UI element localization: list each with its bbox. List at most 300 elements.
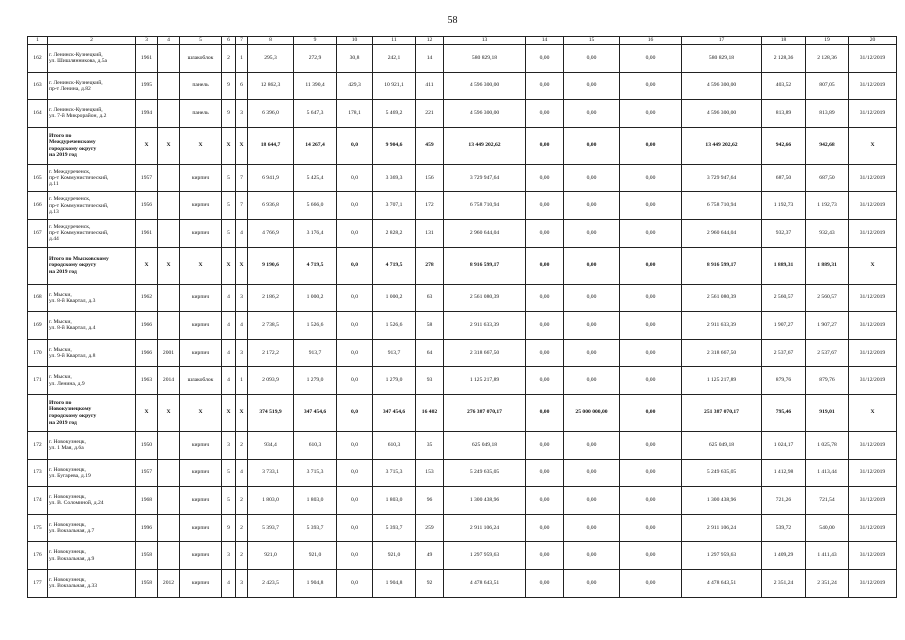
table-cell: 13 449 202,62 [682,127,762,164]
table-cell: 131 [416,219,444,247]
table-cell [28,394,48,431]
table-cell: 942,68 [806,127,849,164]
column-number: 14 [526,37,564,45]
table-cell: кирпич [180,487,222,515]
table-cell: X [222,127,236,164]
table-cell: 1 300 438,96 [682,487,762,515]
column-number: 7 [236,37,248,45]
table-cell: 0,00 [526,127,564,164]
table-cell: 3 729 947,64 [682,164,762,192]
table-cell: панель [180,100,222,128]
table-cell: 625 049,18 [682,431,762,459]
table-cell: 6 936,8 [248,192,294,220]
address-cell: Итого по Междуреченскому городскому округу на 2019 год [48,127,136,164]
address-cell: г. Междуреченск, пр-т Коммунистический, д.44 [48,219,136,247]
table-cell: 0,00 [620,394,682,431]
column-number: 1 [28,37,48,45]
table-cell: 176 [28,542,48,570]
table-cell: 1994 [136,100,158,128]
table-cell: 1 412,98 [762,459,806,487]
table-cell: 9 [222,100,236,128]
table-cell: 0,00 [620,127,682,164]
table-row [28,164,897,192]
table-cell: X [236,127,248,164]
table-cell: 4 [236,459,248,487]
table-cell: 0,00 [564,164,620,192]
table-cell: 0,00 [564,542,620,570]
table-cell: 0,00 [526,164,564,192]
column-number: 20 [849,37,897,45]
table-row [28,487,897,515]
table-cell: 276 387 070,17 [444,394,526,431]
table-cell: 18 644,7 [248,127,294,164]
table-cell: 14 267,4 [294,127,337,164]
table-cell: 932,37 [762,219,806,247]
table-cell: 913,7 [294,339,337,367]
table-cell: 2 [236,542,248,570]
table-cell: 167 [28,219,48,247]
table-cell: 5 666,0 [294,192,337,220]
table-cell: 0,00 [526,219,564,247]
table-cell: 4 [222,569,236,597]
table-cell [158,192,180,220]
table-cell: 1 192,73 [762,192,806,220]
table-cell: кирпич [180,431,222,459]
table-cell: кирпич [180,284,222,312]
table-cell: 31/12/2019 [849,45,897,73]
table-cell: 163 [28,72,48,100]
table-cell: X [136,247,158,284]
table-cell: 31/12/2019 [849,569,897,597]
table-cell: кирпич [180,219,222,247]
table-cell: 813,89 [806,100,849,128]
table-cell: 162 [28,45,48,73]
column-number-row [28,37,897,45]
table-cell: 0,00 [620,284,682,312]
table-cell: 0,00 [620,487,682,515]
table-cell: 5 393,7 [294,514,337,542]
table-cell: 0,00 [564,219,620,247]
table-cell: 278 [416,247,444,284]
table-cell: 1963 [136,367,158,395]
table-cell: 5 [222,164,236,192]
table-cell: 0,00 [526,72,564,100]
table-cell: X [180,127,222,164]
table-cell: 2 738,5 [248,312,294,340]
table-cell: 721,26 [762,487,806,515]
table-cell [158,514,180,542]
table-cell: 1 279,0 [294,367,337,395]
table-cell: 934,4 [248,431,294,459]
table-cell: 31/12/2019 [849,284,897,312]
table-cell: 3 176,4 [294,219,337,247]
table-cell: 4 596 300,00 [444,100,526,128]
table-row [28,459,897,487]
table-cell: 0,0 [337,127,373,164]
subtotal-row [28,127,897,164]
table-cell: 610,3 [373,431,416,459]
table-cell: 1961 [136,45,158,73]
table-cell: 1958 [136,542,158,570]
table-cell [158,284,180,312]
table-cell: X [849,394,897,431]
table-cell [158,312,180,340]
table-cell: 3 715,3 [373,459,416,487]
table-cell: 1968 [136,487,158,515]
table-cell: 0,00 [526,192,564,220]
table-cell: 0,00 [526,542,564,570]
table-cell: 31/12/2019 [849,431,897,459]
table-cell: 31/12/2019 [849,192,897,220]
table-cell: 0,00 [620,312,682,340]
table-cell: 174 [28,487,48,515]
table-cell: 0,0 [337,459,373,487]
table-cell: 807,05 [806,72,849,100]
table-cell: 0,00 [620,100,682,128]
table-cell: 2 960 644,04 [444,219,526,247]
table-cell: X [158,127,180,164]
column-number: 18 [762,37,806,45]
address-cell: г. Междуреченск, пр-т Коммунистический, д.11 [48,164,136,192]
table-cell: 0,00 [564,514,620,542]
table-cell: 374 519,9 [248,394,294,431]
address-cell: г. Ленинск-Кузнецкий, ул. Шишлянникова, д.5а [48,45,136,73]
table-cell: 31/12/2019 [849,367,897,395]
table-cell: 9 [222,514,236,542]
table-cell: X [180,394,222,431]
table-cell: 3 [236,284,248,312]
table-cell: 0,00 [564,487,620,515]
table-row [28,542,897,570]
table-cell: 5 [222,219,236,247]
table-cell: 0,00 [564,72,620,100]
column-number: 17 [682,37,762,45]
table-cell: шлакоблок [180,45,222,73]
table-cell: 0,0 [337,164,373,192]
table-cell: 0,00 [526,569,564,597]
table-cell: 1 409,29 [762,542,806,570]
table-cell: 4 596 300,00 [682,72,762,100]
table-cell: 0,00 [526,431,564,459]
column-number: 10 [337,37,373,45]
table-cell: 1996 [136,514,158,542]
table-cell: 0,00 [564,100,620,128]
table-cell [158,45,180,73]
table-cell: 31/12/2019 [849,312,897,340]
table-cell: 2 911 633,39 [444,312,526,340]
table-cell: 8 916 599,17 [682,247,762,284]
table-cell: 172 [416,192,444,220]
table-cell: 1 025,78 [806,431,849,459]
table-cell: 153 [416,459,444,487]
table-cell: 5 393,7 [248,514,294,542]
table-cell: 2 561 080,39 [682,284,762,312]
table-cell: 172 [28,431,48,459]
table-cell: 170 [28,339,48,367]
table-cell: 0,00 [564,192,620,220]
address-cell: Итого по Мысковскому городскому округу на 2019 год [48,247,136,284]
address-cell: г. Мыски, ул. 8-й Квартал, д.4 [48,312,136,340]
table-cell: 2 [236,487,248,515]
table-cell: 1966 [136,339,158,367]
table-cell: 1 803,0 [248,487,294,515]
table-cell: 25 000 000,00 [564,394,620,431]
table-cell: 272,9 [294,45,337,73]
table-cell: 5 249 635,05 [682,459,762,487]
table-cell: 2 186,2 [248,284,294,312]
table-cell: 5 249 635,05 [444,459,526,487]
table-cell: 0,00 [526,100,564,128]
table-cell: 1 889,31 [762,247,806,284]
table-cell: 1 297 959,63 [444,542,526,570]
table-cell: 3 [236,569,248,597]
address-cell: Итого по Новокузнецкому городскому округу на 2019 год [48,394,136,431]
table-cell [28,127,48,164]
table-cell: 942,66 [762,127,806,164]
table-cell: 12 862,3 [248,72,294,100]
table-cell: 0,00 [564,367,620,395]
table-cell: 3 733,1 [248,459,294,487]
table-cell: 63 [416,284,444,312]
table-cell: 2 [222,45,236,73]
table-cell: 31/12/2019 [849,487,897,515]
table-row [28,72,897,100]
table-cell: 403,52 [762,72,806,100]
table-row [28,569,897,597]
table-cell: 2 561 080,39 [444,284,526,312]
table-cell: 4 [222,339,236,367]
table-cell: 0,0 [337,192,373,220]
table-cell: 2 960 644,04 [682,219,762,247]
table-cell: 6 758 710,94 [682,192,762,220]
table-cell: 4 719,5 [294,247,337,284]
table-cell: 1 279,0 [373,367,416,395]
table-cell: 9 904,6 [373,127,416,164]
table-cell: 721,54 [806,487,849,515]
table-cell: 2 [236,431,248,459]
table-cell: 2 093,9 [248,367,294,395]
table-cell: 0,00 [620,164,682,192]
table-cell: 165 [28,164,48,192]
table-cell [158,459,180,487]
table-row [28,192,897,220]
table-cell: 0,00 [564,339,620,367]
table-cell: 177 [28,569,48,597]
table-cell: X [236,394,248,431]
table-cell: 1956 [136,192,158,220]
table-cell: 9 190,6 [248,247,294,284]
table-cell: 11 390,4 [294,72,337,100]
table-cell: 0,0 [337,367,373,395]
column-number: 9 [294,37,337,45]
table-cell: 0,00 [526,514,564,542]
table-cell: 164 [28,100,48,128]
table-cell: 0,00 [526,312,564,340]
table-cell: 35 [416,431,444,459]
table-cell: 1 000,2 [373,284,416,312]
table-cell: 0,00 [564,312,620,340]
table-cell: 31/12/2019 [849,459,897,487]
table-cell: 173 [28,459,48,487]
table-cell: 31/12/2019 [849,339,897,367]
table-cell: 610,3 [294,431,337,459]
table-cell: 879,76 [762,367,806,395]
table-cell: 5 [222,192,236,220]
table-cell: 1958 [136,569,158,597]
table-cell: 4 [236,312,248,340]
table-cell: 168 [28,284,48,312]
table-cell: 31/12/2019 [849,164,897,192]
table-cell: 2014 [158,367,180,395]
table-cell: 13 449 202,62 [444,127,526,164]
table-cell: X [849,127,897,164]
table-cell: 2 423,5 [248,569,294,597]
table-cell: 1 192,73 [806,192,849,220]
table-cell: 96 [416,487,444,515]
address-cell: г. Мыски, ул. 9-й Квартал, д.8 [48,339,136,367]
table-cell: 0,00 [526,459,564,487]
table-cell: X [136,127,158,164]
table-cell: 64 [416,339,444,367]
table-cell: 2012 [158,569,180,597]
column-number: 15 [564,37,620,45]
table-cell: 16 402 [416,394,444,431]
table-cell: 580 829,18 [682,45,762,73]
table-cell: 259 [416,514,444,542]
table-cell: X [180,247,222,284]
table-cell: 1 413,44 [806,459,849,487]
table-cell: 4 596 300,00 [682,100,762,128]
table-cell [158,72,180,100]
table-cell: X [158,247,180,284]
table-cell: 5 [222,487,236,515]
table-cell: 10 921,1 [373,72,416,100]
table-cell: 0,00 [620,45,682,73]
table-cell: 539,72 [762,514,806,542]
table-cell: кирпич [180,339,222,367]
table-cell: 92 [416,569,444,597]
table-cell: 0,00 [620,431,682,459]
table-cell: кирпич [180,312,222,340]
table-cell: 4 [222,312,236,340]
table-cell: 31/12/2019 [849,542,897,570]
table-cell: 347 454,6 [294,394,337,431]
table-cell: X [849,247,897,284]
table-cell: 0,00 [620,72,682,100]
table-cell: 2 911 633,39 [682,312,762,340]
table-cell: 1 904,8 [373,569,416,597]
table-cell: 6 941,9 [248,164,294,192]
table-cell: 1 907,27 [762,312,806,340]
table-cell: 31/12/2019 [849,72,897,100]
table-cell: 2 351,24 [806,569,849,597]
table-cell: X [158,394,180,431]
address-cell: г. Ленинск-Кузнецкий, ул. 7-й Микрорайон, д.2 [48,100,136,128]
table-cell: 2 318 667,50 [444,339,526,367]
table-cell: 49 [416,542,444,570]
table-cell: 0,0 [337,312,373,340]
table-cell: 2 911 106,24 [444,514,526,542]
table-cell: 0,00 [620,569,682,597]
address-cell: г. Новокузнецк, ул. В. Соломиной, д.24 [48,487,136,515]
table-cell [158,100,180,128]
table-cell: 14 [416,45,444,73]
table-cell: 5 393,7 [373,514,416,542]
table-cell: 5 647,3 [294,100,337,128]
table-cell: 2 560,57 [806,284,849,312]
table-cell: 2 537,67 [762,339,806,367]
table-cell: X [236,247,248,284]
table-cell: 31/12/2019 [849,219,897,247]
table-cell: 1957 [136,459,158,487]
table-cell: 4 478 643,51 [682,569,762,597]
table-cell: 3 [222,431,236,459]
column-number: 8 [248,37,294,45]
table-cell [158,219,180,247]
table-cell: 0,00 [620,542,682,570]
table-cell: 1 411,43 [806,542,849,570]
table-cell: 1950 [136,431,158,459]
table-cell: 0,00 [526,394,564,431]
table-cell: 347 454,6 [373,394,416,431]
table-cell: 1 803,0 [373,487,416,515]
address-cell: г. Мыски, ул. 8-й Квартал, д.3 [48,284,136,312]
column-number: 3 [136,37,158,45]
table-cell: 3 [222,542,236,570]
table-cell: 1 125 217,89 [444,367,526,395]
table-cell: 411 [416,72,444,100]
table-cell: 0,0 [337,394,373,431]
table-cell: кирпич [180,569,222,597]
table-cell: 171 [28,367,48,395]
table-cell: 0,00 [526,339,564,367]
column-number: 4 [158,37,180,45]
column-number: 13 [444,37,526,45]
table-cell: 6 758 710,94 [444,192,526,220]
table-cell: кирпич [180,459,222,487]
table-row [28,45,897,73]
column-number: 11 [373,37,416,45]
table-cell [158,431,180,459]
table-cell: 2 128,36 [806,45,849,73]
table-cell: 540,00 [806,514,849,542]
table-cell: кирпич [180,514,222,542]
table-cell: 30,8 [337,45,373,73]
table-cell: 4 596 300,00 [444,72,526,100]
table-cell: 2 911 106,24 [682,514,762,542]
table-cell: 251 387 070,17 [682,394,762,431]
table-cell: 0,00 [526,247,564,284]
table-cell: 0,00 [620,459,682,487]
column-number: 6 [222,37,236,45]
table-body [28,37,897,598]
table-cell [158,164,180,192]
table-cell: 4 766,9 [248,219,294,247]
table-cell: 3 707,1 [373,192,416,220]
column-number: 12 [416,37,444,45]
table-cell: 1 297 959,63 [682,542,762,570]
capital-repair-table [27,36,897,598]
table-cell: 687,50 [806,164,849,192]
table-cell: 919,01 [806,394,849,431]
table-cell [28,247,48,284]
table-cell: 2 318 667,50 [682,339,762,367]
table-cell: 3 715,3 [294,459,337,487]
table-cell: 93 [416,367,444,395]
table-cell: 0,0 [337,339,373,367]
column-number: 2 [48,37,136,45]
table-cell: 0,00 [564,284,620,312]
